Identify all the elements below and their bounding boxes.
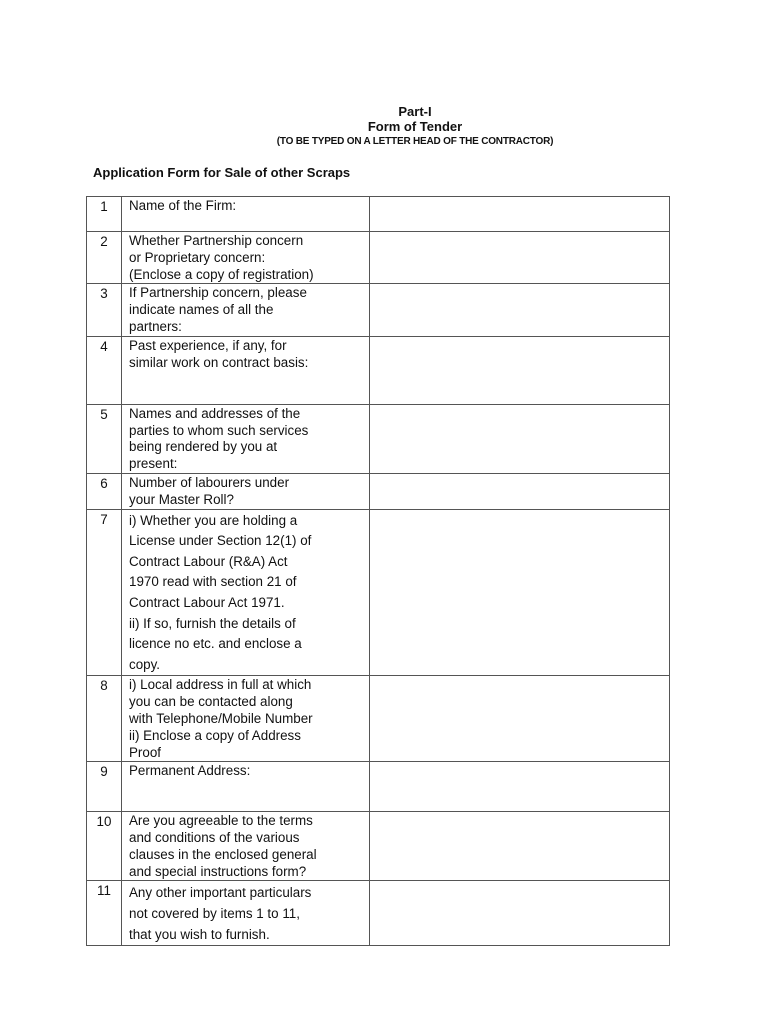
question-text-line: Contract Labour Act 1971. [129, 594, 285, 610]
question-text-line: (Enclose a copy of registration) [129, 266, 314, 282]
row-number: 2 [87, 232, 122, 284]
row-number: 9 [87, 762, 122, 812]
table-row [87, 509, 670, 676]
question-text-line: License under Section 12(1) of [129, 533, 312, 549]
table-row [87, 473, 670, 509]
question-text-line: or Proprietary concern: [129, 249, 266, 265]
letterhead-note: (TO BE TYPED ON A LETTER HEAD OF THE CONTRACTOR) [276, 136, 554, 147]
row-number: 10 [87, 812, 122, 881]
application-title: Application Form for Sale of other Scraps [93, 165, 351, 180]
tender-form-table [86, 196, 670, 946]
question-text-line: and conditions of the various [129, 830, 300, 846]
question-text-line: Whether Partnership concern [129, 233, 304, 248]
table-row [87, 232, 670, 284]
question-text-line: If Partnership concern, please [129, 285, 307, 301]
table-row [87, 762, 670, 812]
answer-cell[interactable] [370, 473, 670, 509]
question-text-line: licence no etc. and enclose a [129, 636, 302, 652]
question-text-line: Contract Labour (R&A) Act [129, 553, 288, 569]
table-row [87, 676, 670, 762]
question-cell [122, 812, 370, 881]
part-label: Part-I [398, 104, 432, 119]
question-text-line: Number of labourers under [129, 474, 290, 490]
question-text-line: that you wish to furnish. [129, 927, 270, 943]
question-text-line: clauses in the enclosed general [129, 846, 317, 862]
table-row [87, 812, 670, 881]
question-text-line: ii) Enclose a copy of Address [129, 727, 301, 743]
question-cell [122, 509, 370, 676]
question-text-line: Names and addresses of the [129, 405, 301, 421]
question-text-line: indicate names of all the [129, 302, 274, 318]
answer-cell[interactable] [370, 509, 670, 676]
question-cell [122, 676, 370, 762]
question-text-line: Proof [129, 744, 162, 760]
question-cell [122, 336, 370, 404]
question-text-line: Name of the Firm: [129, 198, 237, 213]
question-text-line: i) Local address in full at which [129, 677, 312, 693]
answer-cell[interactable] [370, 404, 670, 473]
question-cell [122, 197, 370, 232]
question-text-line: with Telephone/Mobile Number [129, 710, 313, 726]
answer-cell[interactable] [370, 284, 670, 336]
question-cell [122, 404, 370, 473]
table-row [87, 336, 670, 404]
answer-cell[interactable] [370, 812, 670, 881]
answer-cell[interactable] [370, 762, 670, 812]
question-text-line: ii) If so, furnish the details of [129, 615, 296, 631]
question-text-line: partners: [129, 318, 182, 334]
table-row [87, 404, 670, 473]
row-number: 8 [87, 676, 122, 762]
answer-cell[interactable] [370, 881, 670, 946]
question-cell [122, 284, 370, 336]
question-text-line: similar work on contract basis: [129, 354, 309, 370]
answer-cell[interactable] [370, 197, 670, 232]
question-text-line: and special instructions form? [129, 863, 307, 879]
question-text-line: 1970 read with section 21 of [129, 574, 297, 590]
question-text-line: parties to whom such services [129, 422, 309, 438]
question-text-line: present: [129, 456, 178, 472]
row-number: 4 [87, 336, 122, 404]
row-number: 1 [87, 197, 122, 232]
table-row [87, 284, 670, 336]
question-text-line: you can be contacted along [129, 694, 293, 710]
question-cell [122, 232, 370, 284]
question-text-line: Are you agreeable to the terms [129, 813, 313, 829]
question-text-line: Any other important particulars [129, 885, 312, 901]
form-title: Form of Tender [367, 119, 463, 134]
answer-cell[interactable] [370, 336, 670, 404]
question-text-line: i) Whether you are holding a [129, 512, 298, 528]
row-number: 5 [87, 404, 122, 473]
question-text-line: copy. [129, 656, 161, 672]
table-row [87, 197, 670, 232]
row-number: 11 [87, 881, 122, 946]
row-number: 7 [87, 509, 122, 676]
answer-cell[interactable] [370, 676, 670, 762]
question-text-line: not covered by items 1 to 11, [129, 906, 300, 922]
row-number: 6 [87, 473, 122, 509]
question-text-line: Past experience, if any, for [129, 337, 287, 353]
question-cell [122, 473, 370, 509]
answer-cell[interactable] [370, 232, 670, 284]
question-text-line: Permanent Address: [129, 763, 251, 779]
table-row [87, 881, 670, 946]
question-text-line: being rendered by you at [129, 439, 278, 455]
question-cell [122, 881, 370, 946]
row-number: 3 [87, 284, 122, 336]
question-cell [122, 762, 370, 812]
question-text-line: your Master Roll? [129, 491, 234, 507]
